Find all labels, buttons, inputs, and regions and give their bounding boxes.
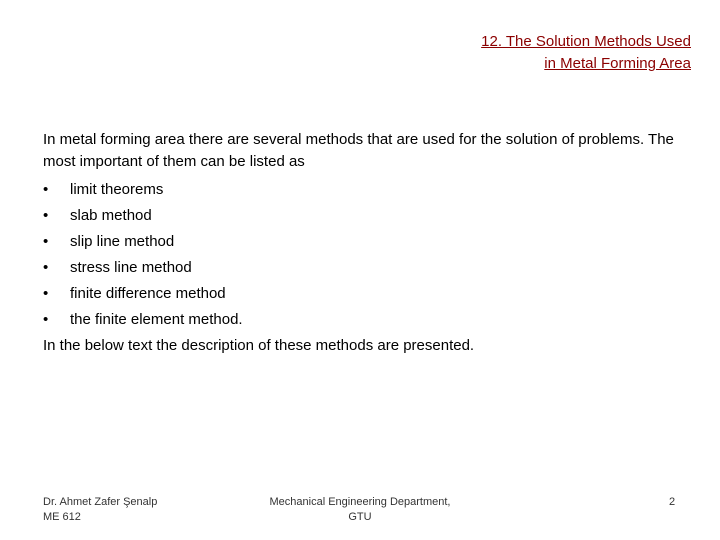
bullet-icon: • xyxy=(43,233,49,250)
closing-paragraph: In the below text the description of these methods are presented. xyxy=(43,337,475,354)
list-item-text: slip line method xyxy=(70,233,175,250)
list-item xyxy=(43,307,683,333)
slide-title-line-1: 12. The Solution Methods Used xyxy=(481,33,691,50)
list-item xyxy=(43,177,683,203)
list-item xyxy=(43,203,683,229)
bullet-icon: • xyxy=(43,311,49,328)
bullet-icon: • xyxy=(43,259,49,276)
list-item xyxy=(43,229,683,255)
slide-title-line-2: in Metal Forming Area xyxy=(544,55,691,72)
methods-list xyxy=(43,177,683,333)
footer-author-block xyxy=(43,495,157,525)
slide-title xyxy=(481,31,691,75)
bullet-icon: • xyxy=(43,207,49,224)
list-item-text: the finite element method. xyxy=(70,311,243,328)
slide-body xyxy=(43,129,683,359)
bullet-icon: • xyxy=(43,181,49,198)
list-item-text: finite difference method xyxy=(70,285,226,302)
list-item-text: slab method xyxy=(70,207,152,224)
footer-author: Dr. Ahmet Zafer Şenalp xyxy=(43,496,158,508)
list-item-text: stress line method xyxy=(70,259,192,276)
list-item-text: limit theorems xyxy=(70,181,164,198)
list-item xyxy=(43,255,683,281)
footer-department: Mechanical Engineering Department, xyxy=(269,496,451,508)
footer-university: GTU xyxy=(348,511,372,523)
bullet-icon: • xyxy=(43,285,49,302)
footer-course: ME 612 xyxy=(43,511,81,523)
intro-paragraph: In metal forming area there are several methods that are used for the solution of problems. The most important of them can be listed as xyxy=(43,131,674,170)
list-item xyxy=(43,281,683,307)
page-number: 2 xyxy=(669,496,676,508)
footer-department-block xyxy=(262,495,458,525)
